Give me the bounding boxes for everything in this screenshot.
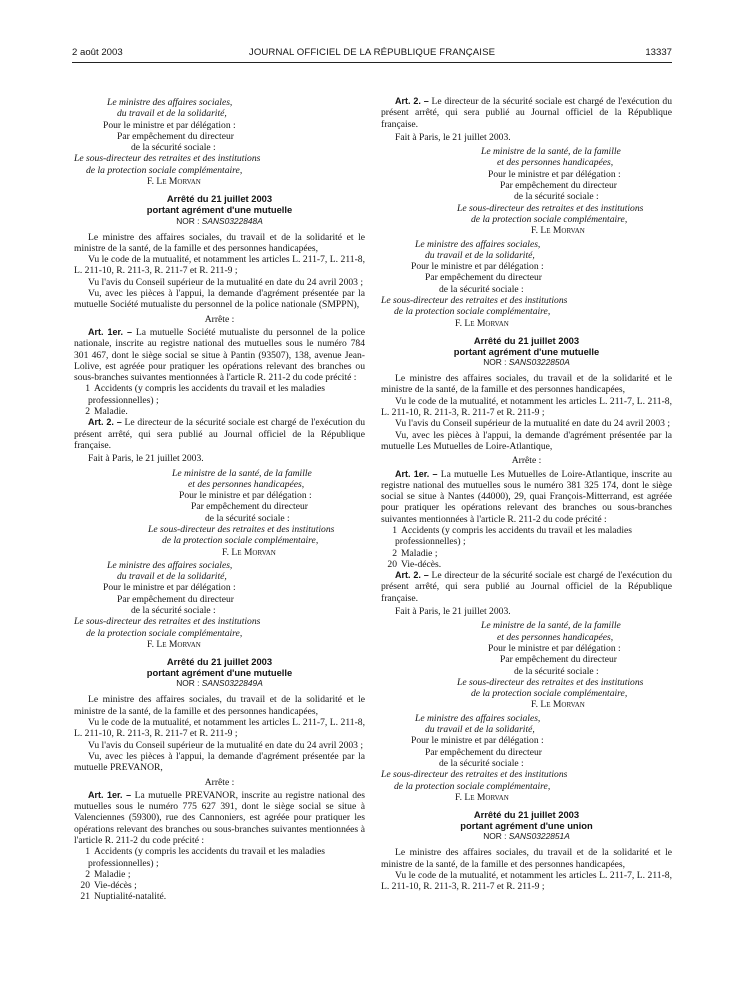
branch-number: 1	[85, 383, 90, 395]
signature-block	[74, 560, 365, 650]
article-2: Art. 2. – Le directeur de la sécurité sociale est chargé de l'exécution du présent arrêté, qui sera publié au Journal officiel de la République française.	[74, 417, 365, 451]
branch-item	[74, 880, 365, 891]
branch-number: 1	[392, 524, 397, 536]
fait-a-paris: Fait à Paris, le 21 juillet 2003.	[395, 131, 511, 143]
sig-line: Pour le ministre et par délégation :	[411, 735, 544, 747]
arrete-heading: Arrête :	[511, 455, 542, 467]
branch-label: Maladie ;	[94, 868, 131, 880]
branch-number: 2	[392, 547, 397, 559]
signature-block	[381, 620, 672, 710]
branch-number: 20	[387, 558, 397, 570]
right-column	[381, 96, 672, 892]
sig-line: de la sécurité sociale :	[439, 757, 524, 769]
visa: Vu l'avis du Conseil supérieur de la mutualité en date du 24 avril 2003 ;	[88, 739, 364, 751]
sig-line: de la sécurité sociale :	[131, 605, 216, 617]
arrete-heading: Arrête :	[204, 776, 235, 788]
branch-number: 20	[80, 880, 90, 892]
sig-line: de la protection sociale complémentaire,	[162, 535, 319, 547]
branch-label: Accidents (y compris les accidents du travail et les maladies professionnelles) ;	[395, 524, 632, 548]
sig-line: Par empêchement du directeur	[117, 130, 234, 142]
sig-line: Le ministre des affaires sociales,	[107, 559, 233, 571]
branch-item	[381, 559, 672, 570]
sig-line: et des personnes handicapées,	[497, 631, 614, 643]
sig-line: Par empêchement du directeur	[425, 746, 542, 758]
sig-line: de la sécurité sociale :	[439, 283, 524, 295]
sig-line: Par empêchement du directeur	[191, 501, 308, 513]
decree-subject: portant agrément d'une mutuelle	[146, 666, 293, 678]
visa: Vu le code de la mutualité, et notamment les articles L. 211-7, L. 211-8, L. 211-10, R. 211-3, R. 211-7 et R. 211-9 ;	[74, 717, 365, 740]
branch-item	[381, 548, 672, 559]
branch-label: Vie-décès.	[401, 558, 442, 570]
sig-line: de la protection sociale complémentaire,	[86, 627, 243, 639]
sig-name: F. Le Morvan	[455, 317, 509, 329]
decree-title	[74, 194, 365, 215]
header-page-number: 13337	[645, 47, 672, 58]
sig-name: F. Le Morvan	[455, 791, 509, 803]
sig-name: F. Le Morvan	[147, 176, 201, 188]
sig-line: de la protection sociale complémentaire,	[394, 306, 551, 318]
decree-date: Arrêté du 21 juillet 2003	[473, 334, 580, 346]
sig-name: F. Le Morvan	[531, 225, 585, 237]
decree-subject: portant agrément d'une mutuelle	[453, 345, 600, 357]
visa: Vu, avec les pièces à l'appui, la demande d'agrément présentée par la mutuelle Société mutualiste du personnel de la police nationale (SMPPN),	[74, 288, 365, 311]
branch-label: Nuptialité-natalité.	[94, 891, 167, 903]
sig-line: Le sous-directeur des retraites et des institutions	[381, 295, 568, 307]
sig-line: Pour le ministre et par délégation :	[103, 582, 236, 594]
sig-line: Pour le ministre et par délégation :	[488, 642, 621, 654]
decree-subject: portant agrément d'une mutuelle	[146, 203, 293, 215]
visa: Vu le code de la mutualité, et notamment les articles L. 211-7, L. 211-8, L. 211-10, R. 211-3, R. 211-7 et R. 211-9 ;	[381, 395, 672, 419]
sig-line: Le sous-directeur des retraites et des institutions	[381, 769, 568, 781]
signature-block	[74, 468, 365, 558]
sig-line: Le sous-directeur des retraites et des institutions	[148, 523, 335, 535]
arrete-heading: Arrête :	[204, 313, 235, 325]
branch-item	[74, 869, 365, 880]
article-2: Art. 2. – Le directeur de la sécurité sociale est chargé de l'exécution du présent arrêté, qui sera publié au Journal officiel de la République française.	[381, 570, 672, 604]
nor-reference: NOR : SANS0322849A	[176, 678, 263, 689]
sig-line: Le ministre de la santé, de la famille	[481, 620, 621, 632]
sig-line: et des personnes handicapées,	[497, 157, 614, 169]
visa: Vu le code de la mutualité, et notamment les articles L. 211-7, L. 211-8, L. 211-10, R. 211-3, R. 211-7 et R. 211-9 ;	[381, 869, 672, 893]
sig-line: Le ministre des affaires sociales,	[415, 712, 541, 724]
decree-title	[381, 810, 672, 831]
page-header	[72, 47, 672, 61]
sig-line: Le sous-directeur des retraites et des institutions	[74, 616, 261, 628]
signature-block	[381, 713, 672, 803]
header-date: 2 août 2003	[72, 47, 123, 58]
branch-list	[381, 525, 672, 570]
visa: Vu l'avis du Conseil supérieur de la mutualité en date du 24 avril 2003 ;	[395, 418, 671, 430]
decree-title	[381, 336, 672, 357]
sig-line: du travail et de la solidarité,	[117, 108, 227, 120]
sig-line: Le sous-directeur des retraites et des institutions	[457, 202, 644, 214]
branch-item	[74, 406, 365, 417]
branch-number: 1	[85, 846, 90, 858]
visa: Vu, avec les pièces à l'appui, la demande d'agrément présentée par la mutuelle PREVANOR,	[74, 750, 365, 774]
preamble: Le ministre des affaires sociales, du travail et de la solidarité et le ministre de la santé, de la famille et des personnes handicapées,	[381, 373, 672, 396]
sig-line: Le sous-directeur des retraites et des institutions	[74, 153, 261, 165]
sig-line: Le sous-directeur des retraites et des institutions	[457, 676, 644, 688]
decree-date: Arrêté du 21 juillet 2003	[166, 656, 273, 668]
article-1: Art. 1er. – La mutuelle Société mutualiste du personnel de la police nationale, inscrite au registre national des mutuelles sous le numéro 784 301 467, dont le siège social se situe à Pantin (93507), 138, avenue Jean-Lolive, est agréée pour pratiquer les opérations relevant des branches ou sous-branches suivantes mentionnées à l'article R. 211-2 du code précité :	[74, 326, 365, 384]
branch-item	[381, 525, 672, 548]
sig-line: de la protection sociale complémentaire,	[394, 780, 551, 792]
sig-line: et des personnes handicapées,	[188, 478, 305, 490]
article-1: Art. 1er. – La mutuelle PREVANOR, inscrite au registre national des mutuelles sous le numéro 775 627 391, dont le siège social se situe à Valenciennes (59300), rue des Cannoniers, est agréée pour pratiquer les opérations relevant des branches ou sous-branches suivantes mentionnées à l'article R. 211-2 du code précité :	[74, 789, 365, 846]
preamble: Le ministre des affaires sociales, du travail et de la solidarité et le ministre de la santé, de la famille et des personnes handicapées,	[74, 694, 365, 717]
branch-item	[74, 891, 365, 902]
branch-number: 2	[85, 406, 90, 418]
sig-line: Par empêchement du directeur	[500, 180, 617, 192]
visa: Vu l'avis du Conseil supérieur de la mutualité en date du 24 avril 2003 ;	[88, 276, 364, 288]
branch-label: Accidents (y compris les accidents du travail et les maladies professionnelles) ;	[88, 383, 325, 406]
sig-line: Le ministre de la santé, de la famille	[481, 146, 621, 158]
visa: Vu, avec les pièces à l'appui, la demande d'agrément présentée par la mutuelle Les Mutuelles de Loire-Atlantique,	[381, 429, 672, 452]
left-column	[74, 97, 365, 903]
branch-label: Maladie ;	[401, 547, 438, 559]
preamble: Le ministre des affaires sociales, du travail et de la solidarité et le ministre de la santé, de la famille et des personnes handicapées,	[381, 847, 672, 870]
sig-line: Le ministre des affaires sociales,	[107, 97, 233, 108]
branch-number: 2	[85, 868, 90, 880]
sig-line: Pour le ministre et par délégation :	[103, 119, 236, 131]
signature-block	[381, 239, 672, 329]
decree-date: Arrêté du 21 juillet 2003	[473, 809, 580, 821]
sig-line: du travail et de la solidarité,	[425, 724, 535, 736]
branch-number: 21	[80, 891, 90, 903]
sig-line: Par empêchement du directeur	[425, 272, 542, 284]
sig-line: Pour le ministre et par délégation :	[179, 490, 312, 502]
sig-line: du travail et de la solidarité,	[425, 249, 535, 261]
sig-line: Par empêchement du directeur	[117, 593, 234, 605]
nor-reference: NOR : SANS0322848A	[176, 215, 263, 226]
sig-line: du travail et de la solidarité,	[117, 571, 227, 583]
sig-line: Pour le ministre et par délégation :	[411, 261, 544, 273]
sig-line: Par empêchement du directeur	[500, 654, 617, 666]
decree-date: Arrêté du 21 juillet 2003	[166, 193, 273, 205]
branch-label: Vie-décès ;	[94, 880, 137, 892]
sig-line: Pour le ministre et par délégation :	[488, 168, 621, 180]
sig-line: de la protection sociale complémentaire,	[86, 164, 243, 176]
sig-name: F. Le Morvan	[147, 638, 201, 650]
decree-subject: portant agrément d'une union	[460, 819, 593, 831]
sig-line: de la protection sociale complémentaire,	[471, 688, 628, 700]
signature-block	[381, 146, 672, 236]
sig-line: de la sécurité sociale :	[514, 191, 599, 203]
sig-line: de la sécurité sociale :	[205, 512, 290, 524]
branch-item	[74, 846, 365, 869]
decree-title	[74, 657, 365, 678]
nor-reference: NOR : SANS0322850A	[483, 357, 570, 368]
sig-line: de la sécurité sociale :	[514, 665, 599, 677]
sig-line: Le ministre des affaires sociales,	[415, 238, 541, 250]
header-rule	[72, 62, 672, 63]
article-2: Art. 2. – Le directeur de la sécurité sociale est chargé de l'exécution du présent arrêté, qui sera publié au Journal officiel de la République française.	[381, 96, 672, 130]
branch-list	[74, 383, 365, 417]
sig-name: F. Le Morvan	[531, 699, 585, 711]
fait-a-paris: Fait à Paris, le 21 juillet 2003.	[395, 606, 511, 618]
signature-block	[74, 97, 365, 187]
branch-item	[74, 383, 365, 406]
sig-line: Le ministre de la santé, de la famille	[172, 467, 312, 479]
article-1: Art. 1er. – La mutuelle Les Mutuelles de Loire-Atlantique, inscrite au registre national des mutuelles sous le numéro 381 325 174, dont le siège social se situe à Nantes (44000), 29, quai François-Mitterrand, est agréée pour pratiquer les opérations relevant des branches ou sous-branches suivantes mentionnées à l'article R. 211-2 du code précité :	[381, 468, 672, 525]
branch-label: Accidents (y compris les accidents du travail et les maladies professionnelles) ;	[88, 846, 325, 869]
sig-name: F. Le Morvan	[222, 546, 276, 558]
sig-line: de la sécurité sociale :	[131, 142, 216, 154]
nor-reference: NOR : SANS0322851A	[483, 831, 570, 842]
visa: Vu le code de la mutualité, et notamment les articles L. 211-7, L. 211-8, L. 211-10, R. 211-3, R. 211-7 et R. 211-9 ;	[74, 254, 365, 277]
fait-a-paris: Fait à Paris, le 21 juillet 2003.	[88, 453, 204, 465]
branch-label: Maladie.	[94, 406, 128, 418]
sig-line: de la protection sociale complémentaire,	[471, 213, 628, 225]
header-journal-title: JOURNAL OFFICIEL DE LA RÉPUBLIQUE FRANÇAISE	[248, 47, 496, 58]
preamble: Le ministre des affaires sociales, du travail et de la solidarité et le ministre de la santé, de la famille et des personnes handicapées,	[74, 231, 365, 254]
branch-list	[74, 846, 365, 902]
